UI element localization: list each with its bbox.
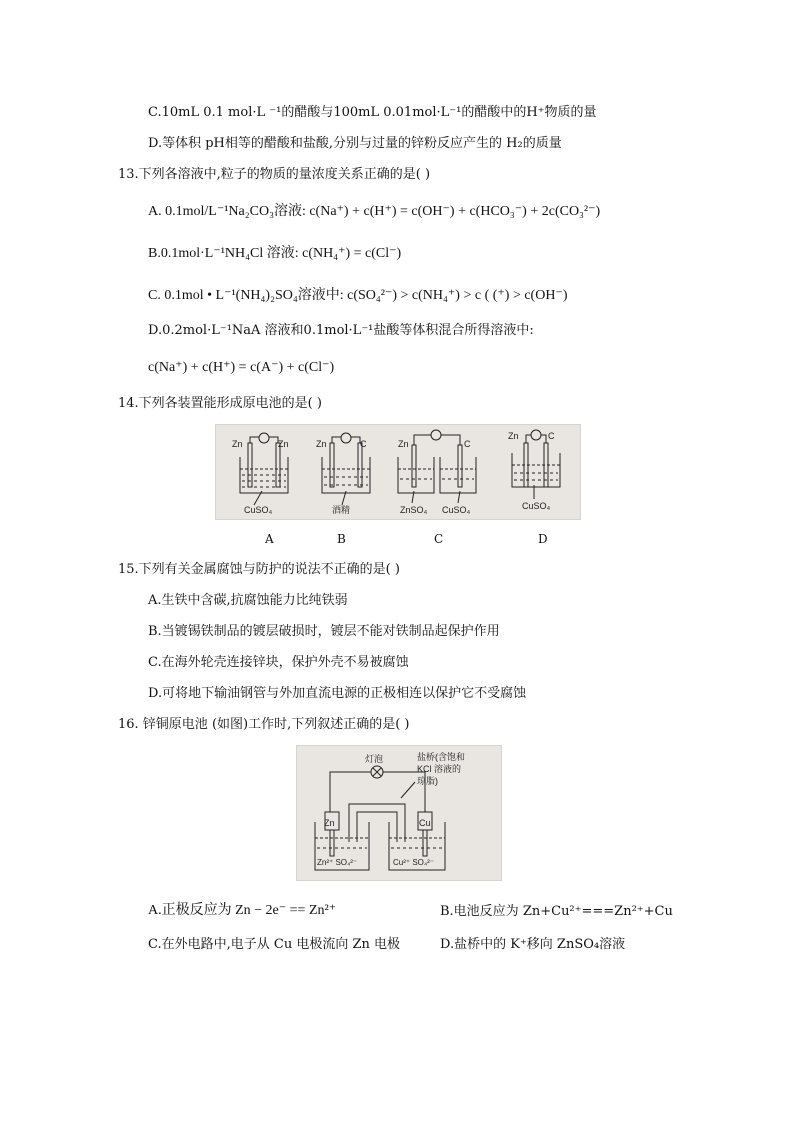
q16-option-c: C.在外电路中,电子从 Cu 电极流向 Zn 电极 xyxy=(148,937,401,952)
q13-option-a: A. 0.1mol/L⁻¹Na₂CO₃溶液: c(Na⁺) + c(H⁺) = c(OH⁻) + c(HCO₃⁻) + 2c(CO₃²⁻) xyxy=(148,204,601,219)
apparatus-c-right-label: C xyxy=(464,439,471,449)
apparatus-b xyxy=(316,433,370,515)
q13-option-d: D.0.2mol·L⁻¹NaA 溶液和0.1mol·L⁻¹盐酸等体积混合所得溶液中: xyxy=(148,323,534,338)
q15-option-c: C.在海外轮壳连接锌块，保护外壳不易被腐蚀 xyxy=(148,655,409,670)
q14-apparatus-figure xyxy=(215,424,581,520)
q15-stem: 15.下列有关金属腐蚀与防护的说法不正确的是( ) xyxy=(118,562,400,577)
q16-option-b: B.电池反应为 Zn+Cu²⁺===Zn²⁺+Cu xyxy=(440,904,673,919)
q15-option-b: B.当镀锡铁制品的镀层破损时，镀层不能对铁制品起保护作用 xyxy=(148,624,500,639)
bridge-note-line-2: KCl 溶液的 xyxy=(417,764,462,774)
apparatus-b-solution: 酒精 xyxy=(332,505,351,515)
q15-option-a: A.生铁中含碳,抗腐蚀能力比纯铁弱 xyxy=(148,593,348,608)
apparatus-c-right-solution: CuSO₄ xyxy=(442,505,471,515)
q13-option-c: C. 0.1mol • L⁻¹(NH₄)₂SO₄溶液中: c(SO₄²⁻) > c(NH₄⁺) > c ( (⁺) > c(OH⁻) xyxy=(148,288,568,303)
q13-option-d-formula: c(Na⁺) + c(H⁺) = c(A⁻) + c(Cl⁻) xyxy=(148,360,335,375)
right-electrode-label: Cu xyxy=(419,818,431,828)
q14-label-d: D xyxy=(538,532,548,546)
q12-option-d: D.等体积 pH相等的醋酸和盐酸,分别与过量的锌粉反应产生的 H₂的质量 xyxy=(148,136,562,151)
q13-stem: 13.下列各溶液中,粒子的物质的量浓度关系正确的是( ) xyxy=(118,167,431,182)
apparatus-d-solution: CuSO₄ xyxy=(522,501,551,511)
right-solution-ions: Cu²⁺ SO₄²⁻ xyxy=(393,858,435,867)
apparatus-d-left-label: Zn xyxy=(508,431,519,441)
left-solution-ions: Zn²⁺ SO₄²⁻ xyxy=(317,858,358,867)
q14-label-a: A xyxy=(265,532,274,546)
apparatus-c-left-label: Zn xyxy=(398,439,409,449)
q16-stem: 16. 锌铜原电池 (如图)工作时,下列叙述正确的是( ) xyxy=(118,717,410,732)
apparatus-b-right-label: C xyxy=(360,439,367,449)
apparatus-c-left-solution: ZnSO₄ xyxy=(400,505,428,515)
apparatus-c xyxy=(398,430,476,515)
q15-option-d: D.可将地下输油钢管与外加直流电源的正极相连以保护它不受腐蚀 xyxy=(148,686,527,701)
bulb-label: 灯泡 xyxy=(365,754,384,764)
apparatus-b-left-label: Zn xyxy=(316,439,327,449)
q14-stem: 14.下列各装置能形成原电池的是( ) xyxy=(118,396,322,411)
q16-option-a: A.正极反应为 Zn − 2e⁻ == Zn²⁺ xyxy=(148,903,337,918)
apparatus-a-left-label: Zn xyxy=(232,439,243,449)
bridge-note-line-3: 琼脂) xyxy=(417,776,438,786)
left-electrode-label: Zn xyxy=(324,818,335,828)
q13-option-b: B.0.1mol·L⁻¹NH₄Cl 溶液: c(NH₄⁺) = c(Cl⁻) xyxy=(148,246,402,261)
apparatus-a-right-label: Zn xyxy=(278,439,289,449)
q14-label-b: B xyxy=(337,532,346,546)
apparatus-d xyxy=(508,430,560,511)
apparatus-a-solution: CuSO₄ xyxy=(244,505,273,515)
apparatus-d-right-label: C xyxy=(548,431,555,441)
apparatus-a xyxy=(232,433,289,515)
q12-option-c: C.10mL 0.1 mol·L ⁻¹的醋酸与100mL 0.01mol·L⁻¹的醋酸中的H⁺物质的量 xyxy=(148,105,597,120)
q16-zinc-copper-cell-figure xyxy=(296,745,502,881)
q14-label-c: C xyxy=(434,532,444,546)
q16-option-d: D.盐桥中的 K⁺移向 ZnSO₄溶液 xyxy=(440,937,626,952)
bridge-note-line-1: 盐桥(含饱和 xyxy=(417,752,465,762)
